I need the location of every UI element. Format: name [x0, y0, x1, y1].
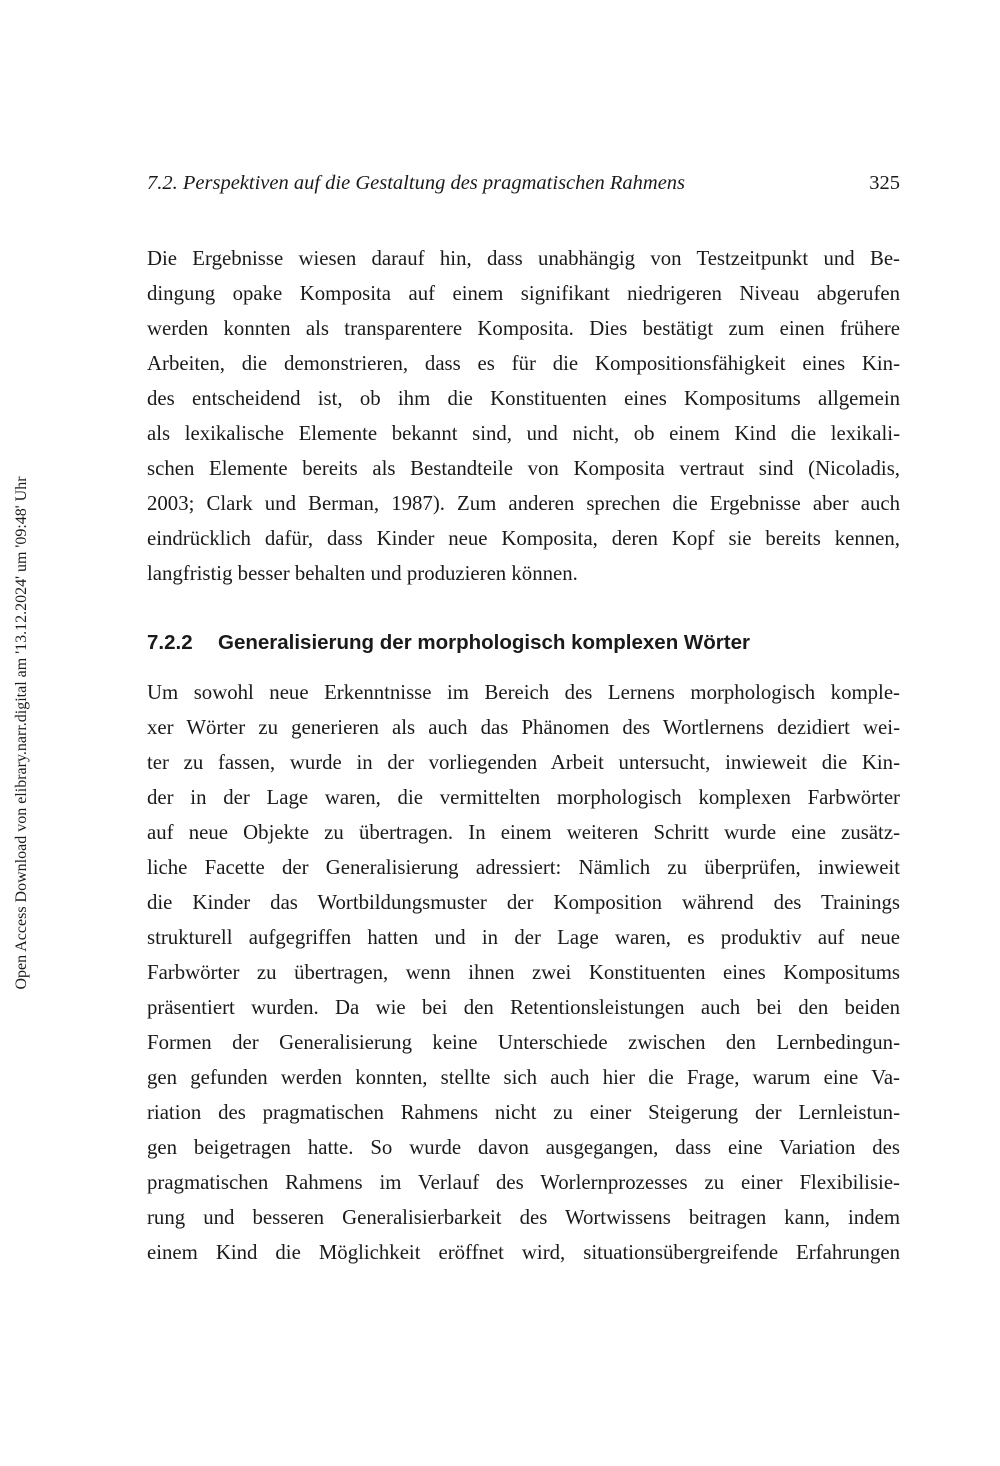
- section-title: Generalisierung der morphologisch komplexen Wörter: [218, 631, 750, 654]
- text-line: gen beigetragen hatte. So wurde davon ausgegangen, dass eine Variation des: [147, 1136, 900, 1159]
- running-header: [147, 168, 900, 198]
- text-line: Farbwörter zu übertragen, wenn ihnen zwei Konstituenten eines Kompositums: [147, 961, 900, 984]
- running-header-title: 7.2. Perspektiven auf die Gestaltung des pragmatischen Rahmens: [147, 172, 686, 194]
- text-line: liche Facette der Generalisierung adressiert: Nämlich zu überprüfen, inwieweit: [147, 856, 900, 879]
- text-line: Arbeiten, die demonstrieren, dass es für die Kompositionsfähigkeit eines Kin-: [147, 352, 900, 375]
- text-line: rung und besseren Generalisierbarkeit des Wortwissens beitragen kann, indem: [147, 1206, 900, 1229]
- text-line: präsentiert wurden. Da wie bei den Retentionsleistungen auch bei den beiden: [147, 996, 900, 1019]
- text-line: pragmatischen Rahmens im Verlauf des Worlernprozesses zu einer Flexibilisie-: [147, 1171, 900, 1194]
- text-line: werden konnten als transparentere Komposita. Dies bestätigt zum einen frühere: [147, 317, 900, 340]
- download-watermark: Open Access Download von elibrary.narr.digital am '13.12.2024' um '09:48' Uhr: [13, 476, 30, 990]
- text-line: 2003; Clark und Berman, 1987). Zum anderen sprechen die Ergebnisse aber auch: [147, 492, 900, 515]
- text-line: gen gefunden werden konnten, stellte sich auch hier die Frage, warum eine Va-: [147, 1066, 900, 1089]
- text-line: Die Ergebnisse wiesen darauf hin, dass unabhängig von Testzeitpunkt und Be-: [147, 247, 900, 270]
- text-line: einem Kind die Möglichkeit eröffnet wird, situationsübergreifende Erfahrungen: [147, 1241, 900, 1264]
- section-heading: [147, 626, 900, 660]
- text-line: eindrücklich dafür, dass Kinder neue Komposita, deren Kopf sie bereits kennen,: [147, 527, 900, 550]
- text-line: als lexikalische Elemente bekannt sind, und nicht, ob einem Kind die lexikali-: [147, 422, 900, 445]
- text-line: Formen der Generalisierung keine Unterschiede zwischen den Lernbedingun-: [147, 1031, 900, 1054]
- text-line: strukturell aufgegriffen hatten und in der Lage waren, es produktiv auf neue: [147, 926, 900, 949]
- text-line: die Kinder das Wortbildungsmuster der Komposition während des Trainings: [147, 891, 900, 914]
- text-line: xer Wörter zu generieren als auch das Phänomen des Wortlernens dezidiert wei-: [147, 716, 900, 739]
- page-number: 325: [869, 172, 900, 194]
- text-line: Um sowohl neue Erkenntnisse im Bereich des Lernens morphologisch komple-: [147, 681, 900, 704]
- text-line: des entscheidend ist, ob ihm die Konstituenten eines Kompositums allgemein: [147, 387, 900, 410]
- text-line: langfristig besser behalten und produzieren können.: [147, 562, 578, 585]
- section-number: 7.2.2: [147, 631, 193, 654]
- text-line: ter zu fassen, wurde in der vorliegenden Arbeit untersucht, inwieweit die Kin-: [147, 751, 900, 774]
- text-line: dingung opake Komposita auf einem signifikant niedrigeren Niveau abgerufen: [147, 282, 900, 305]
- text-line: riation des pragmatischen Rahmens nicht zu einer Steigerung der Lernleistun-: [147, 1101, 900, 1124]
- text-line: der in der Lage waren, die vermittelten morphologisch komplexen Farbwörter: [147, 786, 900, 809]
- text-line: auf neue Objekte zu übertragen. In einem weiteren Schritt wurde eine zusätz-: [147, 821, 900, 844]
- text-line: schen Elemente bereits als Bestandteile von Komposita vertraut sind (Nicoladis,: [147, 457, 900, 480]
